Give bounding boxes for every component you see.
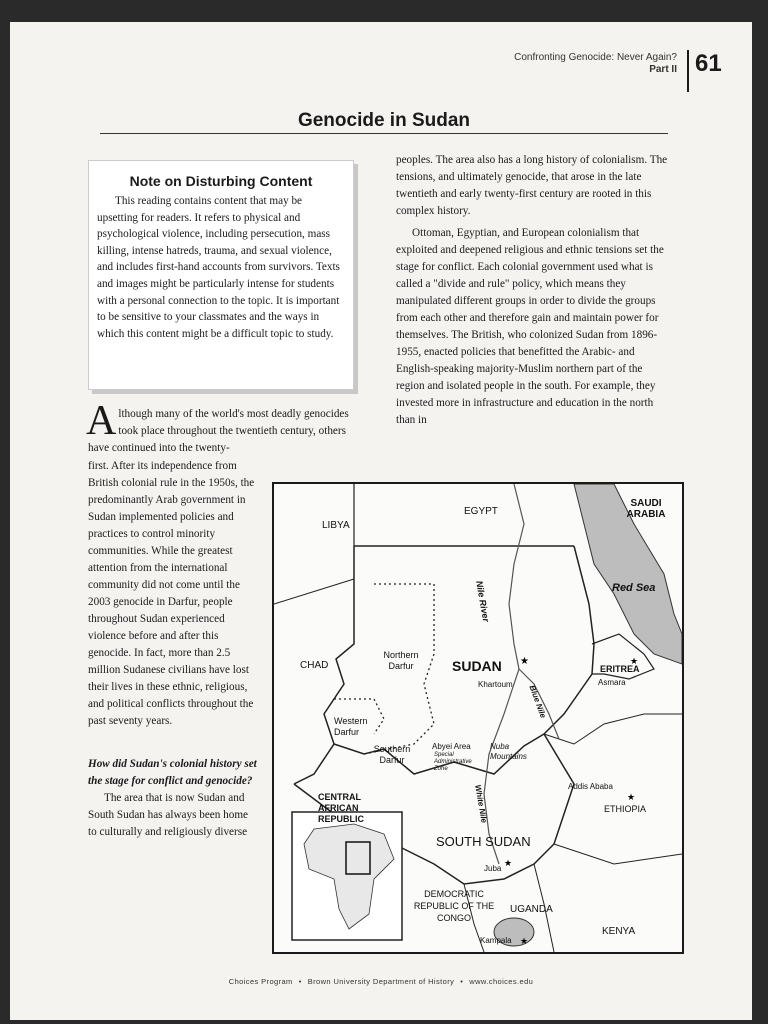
khartoum-star: ★	[520, 656, 529, 667]
label-northern-darfur: Northern Darfur	[383, 650, 419, 671]
left-para-2: The area that is now Sudan and South Sudan has always been home to culturally and religiously diverse	[88, 792, 249, 838]
label-ethiopia: ETHIOPIA	[604, 804, 647, 814]
footer-program: Choices Program	[228, 977, 293, 986]
label-abyei: Abyei Area	[432, 742, 471, 751]
intro-text: lthough many of the world's most deadly genocides took place throughout the twentieth century, others have continued into the twenty-	[88, 408, 349, 454]
section-question: How did Sudan's colonial history set the stage for conflict and genocide?	[88, 758, 257, 787]
right-para-1: peoples. The area also has a long history of colonialism. The tensions, and ultimately genocide, that arose in the late twentieth and early twenty-first century are rooted in this complex history.	[396, 154, 668, 217]
label-western-darfur: Western Darfur	[334, 716, 368, 737]
part-label: Part II	[649, 64, 677, 75]
footer-dept: Brown University Department of History	[307, 977, 455, 986]
nile-river-line	[509, 484, 524, 669]
label-eritrea: ERITREA	[600, 664, 640, 674]
kenya-ethiopia-border	[554, 844, 682, 864]
label-special-admin: Special Administrative Zone	[434, 752, 472, 772]
label-drc: DEMOCRATIC REPUBLIC OF THE CONGO	[413, 889, 495, 923]
sudan-east-border	[544, 546, 594, 734]
label-kampala: Kampala	[480, 936, 512, 945]
asmara-star: ★	[630, 656, 639, 666]
drop-cap: A	[86, 398, 117, 444]
kampala-star: ★	[520, 936, 529, 946]
note-body: This reading contains content that may be upsetting for readers. It refers to physical and psychological violence, including persecution, mass killing, intense hatreds, trauma, and sexual violence, and includes first-hand accounts from survivors. Texts and images might be particularly intense for students with a personal connection to the topic. It is important to be sensitive to your classmates and the ways in which this content might be a difficult topic to study.	[97, 195, 340, 340]
title-rule	[100, 133, 668, 134]
label-kenya: KENYA	[602, 926, 636, 937]
footer-url: www.choices.edu	[469, 977, 534, 986]
page-number: 61	[687, 50, 722, 92]
right-column	[396, 152, 672, 434]
juba-star: ★	[504, 858, 513, 868]
running-title: Confronting Genocide: Never Again?	[514, 52, 677, 63]
ethiopia-border	[544, 714, 682, 744]
note-heading: Note on Disturbing Content	[129, 173, 313, 189]
page-title: Genocide in Sudan	[297, 110, 471, 131]
left-column	[88, 458, 258, 841]
label-libya: LIBYA	[322, 520, 350, 531]
label-south-sudan: SOUTH SUDAN	[436, 834, 531, 849]
label-nile-river: Nile River	[474, 580, 492, 623]
label-southern-darfur: Southern Darfur	[373, 744, 411, 765]
label-egypt: EGYPT	[464, 506, 498, 517]
right-para-2: Ottoman, Egyptian, and European colonialism that exploited and deepened religious and ethnic tensions set the stage for conflict. Each colonial government used what is called a "divide and rule" policy, which means they manipulated different groups in order to divide the groups from each other and therefore gain and maintain power for themselves. The British, who colonized Sudan from 1896-1955, enacted policies that benefitted the Arabic- and English-speaking majority-Muslim northern part of the region and isolated people in the south. For example, they invested more in infrastructure and education in the north than in	[396, 227, 664, 426]
label-red-sea: Red Sea	[612, 582, 656, 594]
running-head	[514, 52, 677, 76]
label-blue-nile: Blue Nile	[527, 684, 548, 720]
label-addis: Addis Ababa	[568, 782, 613, 791]
libya-chad-border	[274, 579, 354, 604]
label-asmara: Asmara	[598, 678, 626, 687]
label-khartoum: Khartoum	[478, 680, 513, 689]
sudan-map	[272, 482, 684, 954]
content-note-box	[88, 160, 354, 390]
addis-star: ★	[627, 792, 636, 802]
label-juba: Juba	[484, 864, 502, 873]
page-footer: Choices Program • Brown University Department of History • www.choices.edu	[228, 977, 534, 986]
intro-paragraph	[86, 398, 358, 457]
label-sudan: SUDAN	[452, 658, 502, 674]
textbook-page	[10, 22, 752, 1020]
label-nuba: Nuba Mountains	[490, 742, 527, 761]
left-para-1: first. After its independence from British colonial rule in the 1950s, the predominantly Arab government in Sudan implemented policies and practices to control minority communities. While the greatest attention from the international community did not come until the 2003 genocide in Darfur, people throughout Sudan experienced violence before and after this genocide. In fact, more than 2.5 million Sudanese civilians have lost their lives in these ethnic, religious, and political conflicts throughout the past seventy years.	[88, 460, 255, 727]
label-white-nile: White Nile	[473, 784, 489, 824]
label-car: CENTRAL AFRICAN REPUBLIC	[318, 792, 365, 824]
label-chad: CHAD	[300, 660, 329, 671]
label-uganda: UGANDA	[510, 904, 553, 915]
label-saudi-arabia: SAUDI ARABIA	[626, 498, 666, 520]
